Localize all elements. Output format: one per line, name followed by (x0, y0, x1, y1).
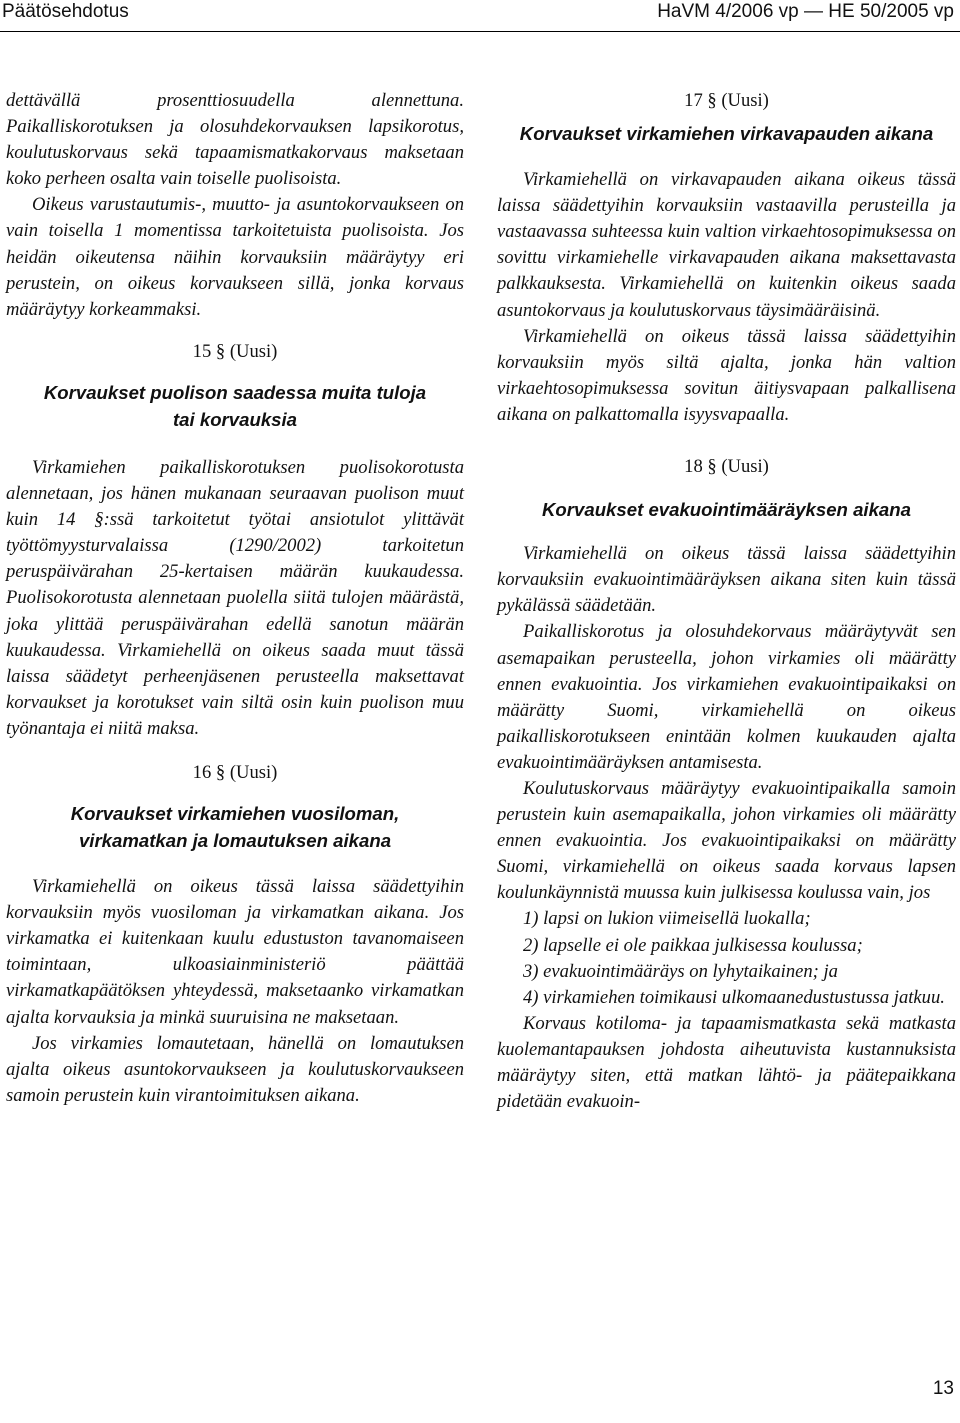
paragraph: Virkamiehellä on oikeus tässä laissa säädettyihin korvauksiin evakuointimääräyksen aikana siten kuin tässä pykälässä säädetään. (497, 543, 956, 617)
list-item: 4) virkamiehen toimikausi ulkomaanedustustussa jatkuu. (523, 986, 945, 1008)
section-title: Korvaukset virkamiehen vuosiloman, virkamatkan ja lomautuksen aikana (70, 803, 400, 852)
section-heading: 17 § (Uusi) (684, 90, 769, 111)
right-column (497, 88, 956, 1115)
header-left-title: Päätösehdotus (2, 1, 129, 22)
paragraph: Korvaus kotiloma- ja tapaamismatkasta sekä matkasta kuolemantapauksen johdosta aiheutuvista kustannuksista määräytyy siten, että matkan lähtö- ja päätepaikkana pidetään evakuoin- (497, 1012, 956, 1113)
paragraph: Virkamiehellä on oikeus tässä laissa säädettyihin korvauksiin myös siltä ajalta, jonka hän valtion virkaehtosopimuksessa sovitun äitiysvapaan palkallisena aikana on palkattomalla isyysvapaalla. (497, 325, 956, 425)
header-rule (0, 31, 960, 32)
paragraph: Virkamiehen paikalliskorotuksen puolisokorotusta alennetaan, jos hänen mukanaan seuraavan puolison muut kuin 14 §:ssä tarkoitetut työtai ansiotulot ylittävät työttömyysturvalaissa (1290/2002) tarkoitetun peruspäivärahan 25-kertaisen määrän kuukaudessa. Puolisokorotusta alennetaan puolella siitä tulojen määrästä, joka ylittää peruspäivärahan edellä sanotun määrän kuukaudessa. Virkamiehellä on oikeus saada muut tässä laissa säädetyt perheenjäsenen perusteella maksettavat korvaukset ja korotukset vain siltä osin kuin puolison muu työnantaja ei niitä maksa. (6, 456, 464, 739)
paragraph: Virkamiehellä on oikeus tässä laissa säädettyihin korvauksiin myös vuosiloman ja virkamatkan aikana. Jos virkamatka ei kuitenkaan kuulu edustuston tavanomaiseen toimintaan, ulkoasiainministeriö päättää virkamatkapäätöksen yhteydessä, maksetaanko virkamatkan ajalta korvauksia ja minkä suuruisina ne maksetaan. (6, 876, 464, 1028)
section-heading: 16 § (Uusi) (192, 761, 278, 783)
section-heading: 18 § (Uusi) (684, 456, 769, 478)
section-title: Korvaukset virkamiehen virkavapauden aikana (519, 123, 934, 145)
list-item: 3) evakuointimääräys on lyhytaikainen; ja (523, 960, 838, 982)
page-header (0, 0, 960, 44)
list-item: 1) lapsi on lukion viimeisellä luokalla; (523, 908, 811, 930)
section-title: Korvaukset evakuointimääräyksen aikana (542, 499, 911, 521)
section-heading: 15 § (Uusi) (192, 340, 278, 362)
paragraph: Virkamiehellä on virkavapauden aikana oikeus tässä laissa säädettyihin korvauksiin vastaavilla perusteilla ja vastaavassa suhteessa kuin valtion virkaehtosopimuksessa on sovittu virkamiehelle virkavapauden aikana maksettavasta palkkauksesta. Virkamiehellä on kuitenkin oikeus saada asuntokorvaus ja koulutuskorvaus täysimääräisinä. (497, 169, 956, 321)
paragraph: Oikeus varustautumis-, muutto- ja asuntokorvaukseen on vain toisella 1 momentissa tarkoitetuista puolisoista. Jos heidän oikeutensa näihin korvauksiin määräytyy eri perustein, on oikeus korvaukseen sillä, jonka korvaus määräytyy korkeammaksi. (6, 194, 464, 320)
paragraph: Jos virkamies lomautetaan, hänellä on lomautuksen ajalta oikeus asuntokorvaukseen ja koulutuskorvaukseen samoin perustein kuin virantoimituksen aikana. (6, 1032, 464, 1106)
section-title: Korvaukset puolison saadessa muita tuloja tai korvauksia (43, 381, 427, 430)
left-column (6, 88, 464, 1109)
list-item: 2) lapselle ei ole paikkaa julkisessa koulussa; (523, 934, 863, 956)
header-document-reference: HaVM 4/2006 vp — HE 50/2005 vp (657, 1, 954, 22)
paragraph: Paikalliskorotus ja olosuhdekorvaus määräytyvät sen asemapaikan perusteella, johon virkamies oli määrätty ennen evakuointia. Jos virkamiehen evakuointipaikaksi on määrätty Suomi, virkamiehellä on oikeus paikalliskorotukseen enintään kolmen kuukauden ajalta evakuointimääräyksen antamisesta. (497, 621, 956, 773)
paragraph: Koulutuskorvaus määräytyy evakuointipaikalla samoin perustein kuin asemapaikalla, johon virkamies oli määrätty ennen evakuointia. Jos evakuointipaikaksi on määrätty Suomi, virkamiehellä on oikeus saada korvaus lapsen koulunkäynnistä muussa kuin julkisessa koulussa vain, jos (497, 777, 956, 904)
page-number: 13 (932, 1378, 954, 1399)
paragraph: dettävällä prosenttiosuudella alennettuna. Paikalliskorotuksen ja olosuhdekorvauksen lapsikorotus, koulutuskorvaus sekä tapaamismatkakorvaus maksetaan koko perheen osalta vain toiselle puolisoista. (6, 90, 464, 190)
